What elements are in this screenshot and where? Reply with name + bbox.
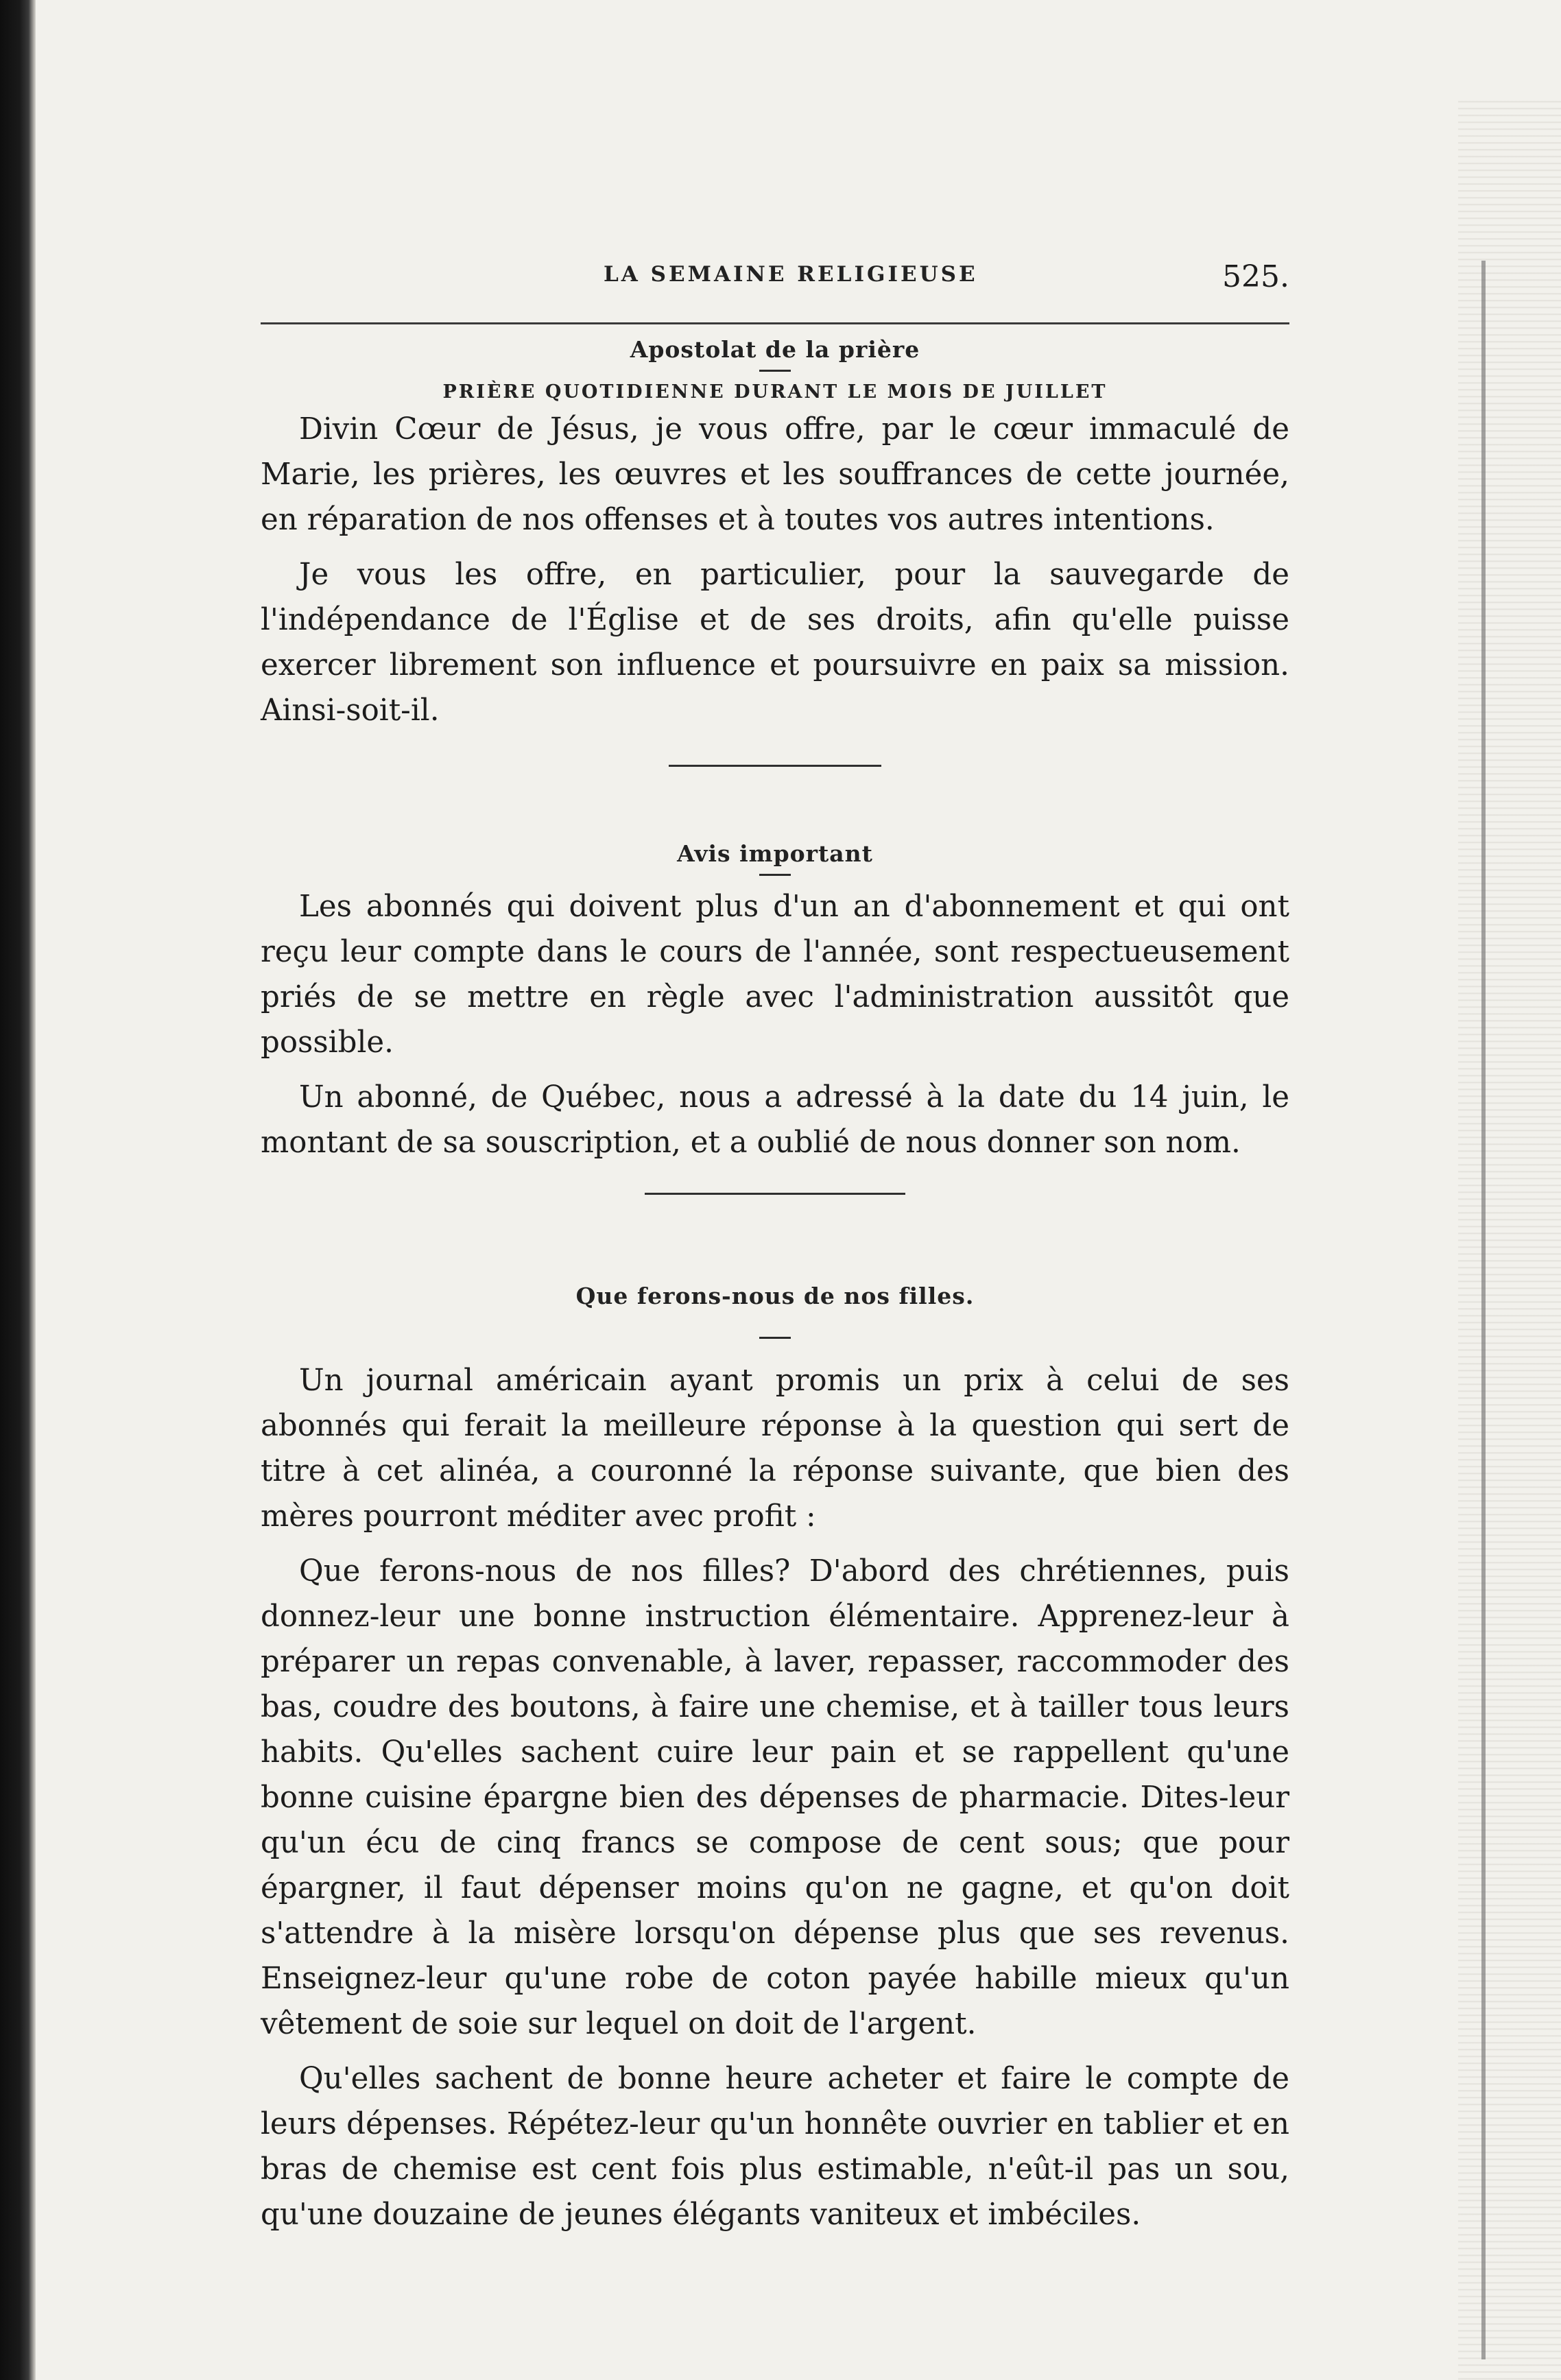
section-filles xyxy=(261,1283,1289,2237)
section-title: Apostolat de la prière xyxy=(630,336,920,363)
paragraph: Un abonné, de Québec, nous a adressé à la date du 14 juin, le montant de sa souscription, et a oublié de nous donner son nom. xyxy=(261,1080,1289,1160)
paragraph: Un journal américain ayant promis un prix à celui de ses abonnés qui ferait la meilleure réponse à la question qui sert de titre à cet alinéa, a couronné la réponse suivante, que bien des mères pourront méditer avec profit : xyxy=(261,1364,1289,1534)
section-title: Avis important xyxy=(677,840,873,867)
section-title: Que ferons-nous de nos filles. xyxy=(575,1283,975,1309)
page-number: 525. xyxy=(1222,259,1289,294)
section-subtitle: PRIÈRE QUOTIDIENNE DURANT LE MOIS DE JUILLET xyxy=(442,381,1108,403)
book-binding-shadow xyxy=(0,0,36,2380)
section-divider xyxy=(669,765,881,767)
header-rule xyxy=(261,322,1289,324)
section-apostolat xyxy=(261,336,1289,767)
running-title: LA SEMAINE RELIGIEUSE xyxy=(604,262,978,287)
title-rule xyxy=(759,370,791,372)
title-rule xyxy=(759,874,791,876)
page-edge-shadow xyxy=(1458,96,1561,2380)
paragraph: Les abonnés qui doivent plus d'un an d'abonnement et qui ont reçu leur compte dans le cours de l'année, sont respectueusement priés de se mettre en règle avec l'administration aussitôt que possible. xyxy=(261,890,1289,1060)
paragraph: Je vous les offre, en particulier, pour la sauvegarde de l'indépendance de l'Église et de ses droits, afin qu'elle puisse exercer librement son influence et poursuivre en paix sa mission. Ainsi-soit-il. xyxy=(261,558,1289,728)
page-edge-line xyxy=(1481,261,1486,2359)
section-avis xyxy=(261,840,1289,1195)
paragraph: Que ferons-nous de nos filles? D'abord des chrétiennes, puis donnez-leur une bonne instruction élémentaire. Apprenez-leur à préparer un repas convenable, à laver, repasser, raccommoder des bas, coudre des boutons, à faire une chemise, et à tailler tous leurs habits. Qu'elles sachent cuire leur pain et se rappellent qu'une bonne cuisine épargne bien des dépenses de pharmacie. Dites-leur qu'un écu de cinq francs se compose de cent sous; que pour épargner, il faut dépenser moins qu'on ne gagne, et qu'on doit s'attendre à la misère lorsqu'on dépense plus que ses revenus. Enseignez-leur qu'une robe de coton payée habille mieux qu'un vêtement de soie sur lequel on doit de l'argent. xyxy=(261,1554,1289,2041)
document-page xyxy=(261,0,1289,2380)
paragraph: Divin Cœur de Jésus, je vous offre, par le cœur immaculé de Marie, les prières, les œuvres et les souffrances de cette journée, en réparation de nos offenses et à toutes vos autres intentions. xyxy=(261,412,1289,537)
running-header xyxy=(261,259,1289,300)
paragraph: Qu'elles sachent de bonne heure acheter et faire le compte de leurs dépenses. Répétez-leur qu'un honnête ouvrier en tablier et en bras de chemise est cent fois plus estimable, n'eût-il pas un sou, qu'une douzaine de jeunes élégants vaniteux et imbéciles. xyxy=(261,2062,1289,2232)
section-divider xyxy=(645,1193,905,1195)
title-rule xyxy=(759,1337,791,1339)
